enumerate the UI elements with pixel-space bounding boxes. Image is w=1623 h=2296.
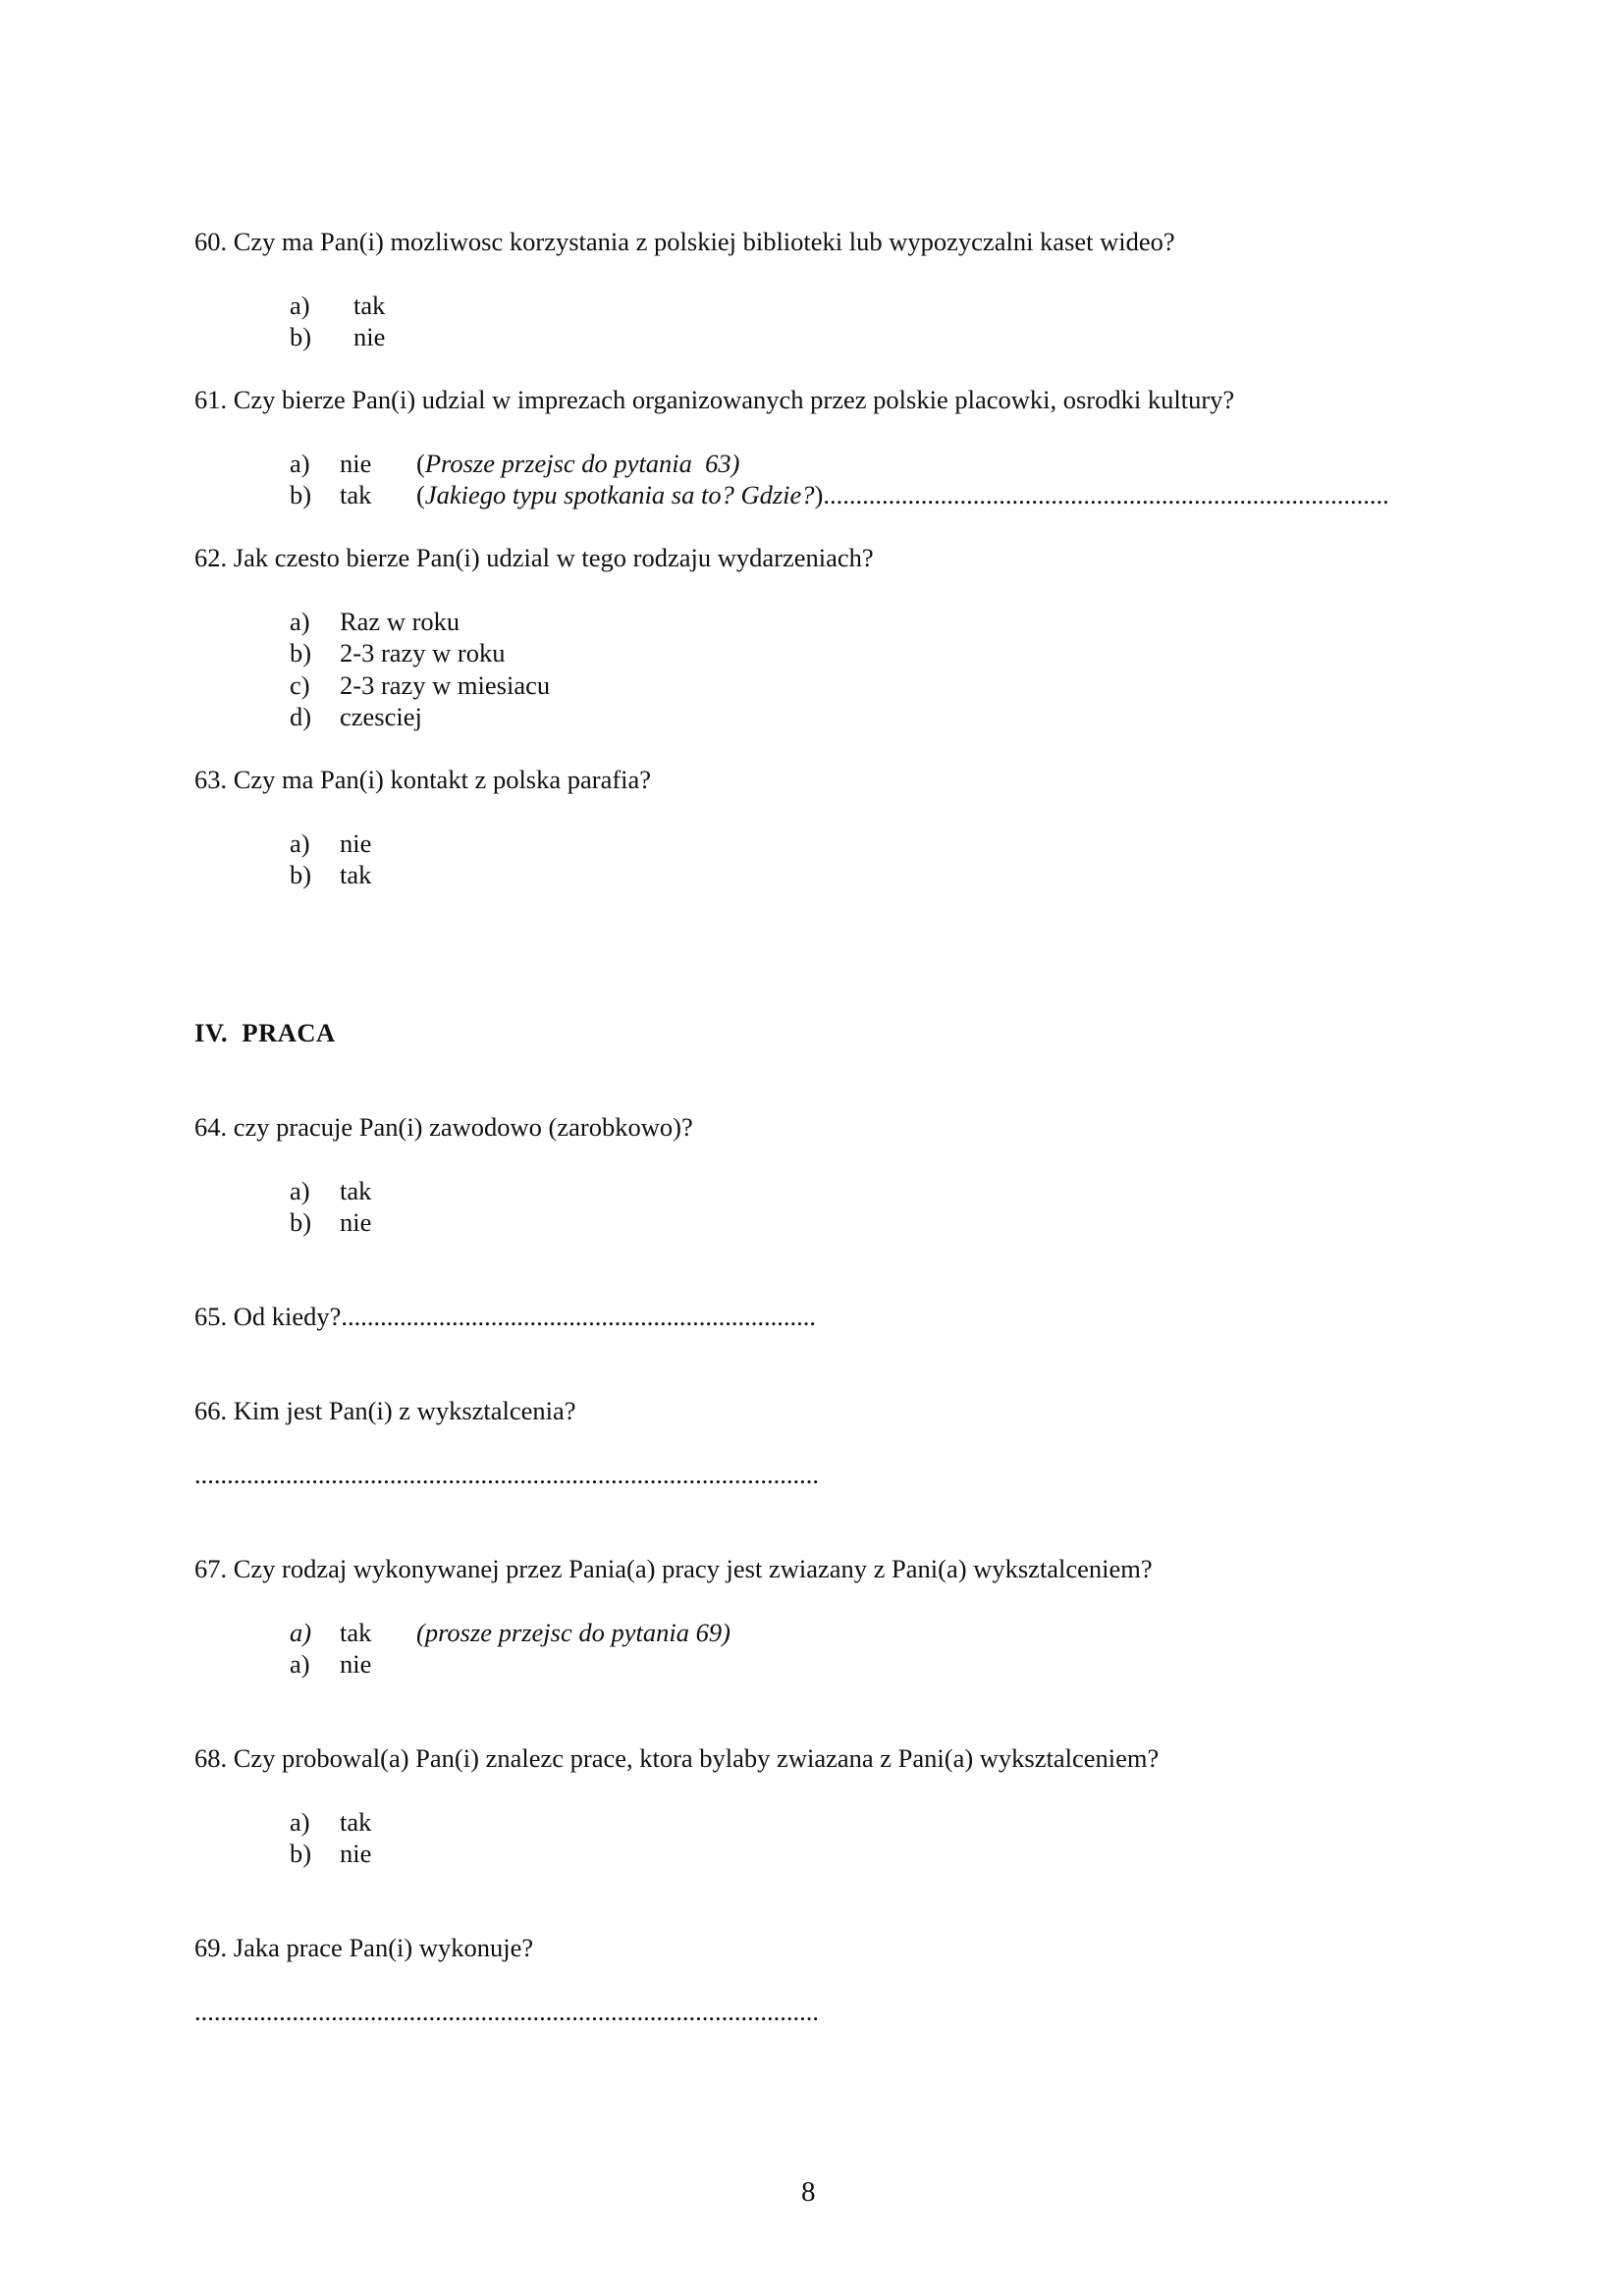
option-text: nie [340,449,372,478]
option-letter: b) [290,1207,312,1237]
option-text: 2-3 razy w miesiacu [340,670,551,700]
question-65: 65. Od kiedy?......................................................................... [194,1302,817,1331]
question-68: 68. Czy probowal(a) Pan(i) znalezc prace, ktora bylaby zwiazana z Pani(a) wyksztalceniem? [194,1743,1160,1773]
option-text: tak [353,291,386,320]
option-text: nie [353,322,386,351]
option-text: tak [340,1807,372,1837]
option-text: nie [340,1207,372,1237]
question-61: 61. Czy bierze Pan(i) udzial w imprezach organizowanych przez polskie placowki, osrodki kultury? [194,385,1235,414]
question-60: 60. Czy ma Pan(i) mozliwosc korzystania z polskiej biblioteki lub wypozyczalni kaset wideo? [194,227,1175,256]
page-number: 8 [801,2176,816,2208]
option-letter: a) [290,291,310,320]
option-letter: a) [290,1176,310,1205]
option-text: nie [340,1649,372,1679]
question-69: 69. Jaka prace Pan(i) wykonuje? [194,1933,534,1962]
option-letter: a) [290,1649,310,1679]
option-letter: a) [290,449,310,478]
option-text: tak [340,1618,372,1647]
section-heading: IV. PRACA [194,1018,336,1047]
option-text: tak [340,860,372,889]
skip-instruction: (prosze przejsc do pytania 69) [416,1618,730,1647]
option-letter: a) [290,607,310,636]
option-letter: b) [290,322,312,351]
followup-prompt: (Jakiego typu spotkania sa to? Gdzie?)....................................................................................... [416,480,1389,509]
option-letter: d) [290,702,312,731]
option-text: nie [340,1839,372,1868]
option-letter: c) [290,670,310,700]
option-text: nie [340,828,372,858]
option-letter: b) [290,860,312,889]
option-letter: a) [290,1618,312,1647]
option-letter: b) [290,638,312,667]
answer-line[interactable]: ................................................................................................ [194,1460,819,1489]
option-text: 2-3 razy w roku [340,638,506,667]
option-text: Raz w roku [340,607,460,636]
option-text: tak [340,480,372,509]
option-letter: a) [290,828,310,858]
question-66: 66. Kim jest Pan(i) z wyksztalcenia? [194,1396,576,1425]
option-text: tak [340,1176,372,1205]
question-63: 63. Czy ma Pan(i) kontakt z polska parafia? [194,765,652,794]
question-67: 67. Czy rodzaj wykonywanej przez Pania(a) pracy jest zwiazany z Pani(a) wyksztalceniem? [194,1554,1153,1583]
question-64: 64. czy pracuje Pan(i) zawodowo (zarobkowo)? [194,1112,693,1142]
skip-instruction: (Prosze przejsc do pytania 63) [416,449,740,478]
option-letter: b) [290,480,312,509]
answer-line[interactable]: ....................................................................................... [823,480,1389,509]
answer-line[interactable]: ................................................................................................ [194,1997,819,2026]
option-letter: b) [290,1839,312,1868]
question-62: 62. Jak czesto bierze Pan(i) udzial w tego rodzaju wydarzeniach? [194,543,874,572]
option-text: czesciej [340,702,422,731]
option-letter: a) [290,1807,310,1837]
